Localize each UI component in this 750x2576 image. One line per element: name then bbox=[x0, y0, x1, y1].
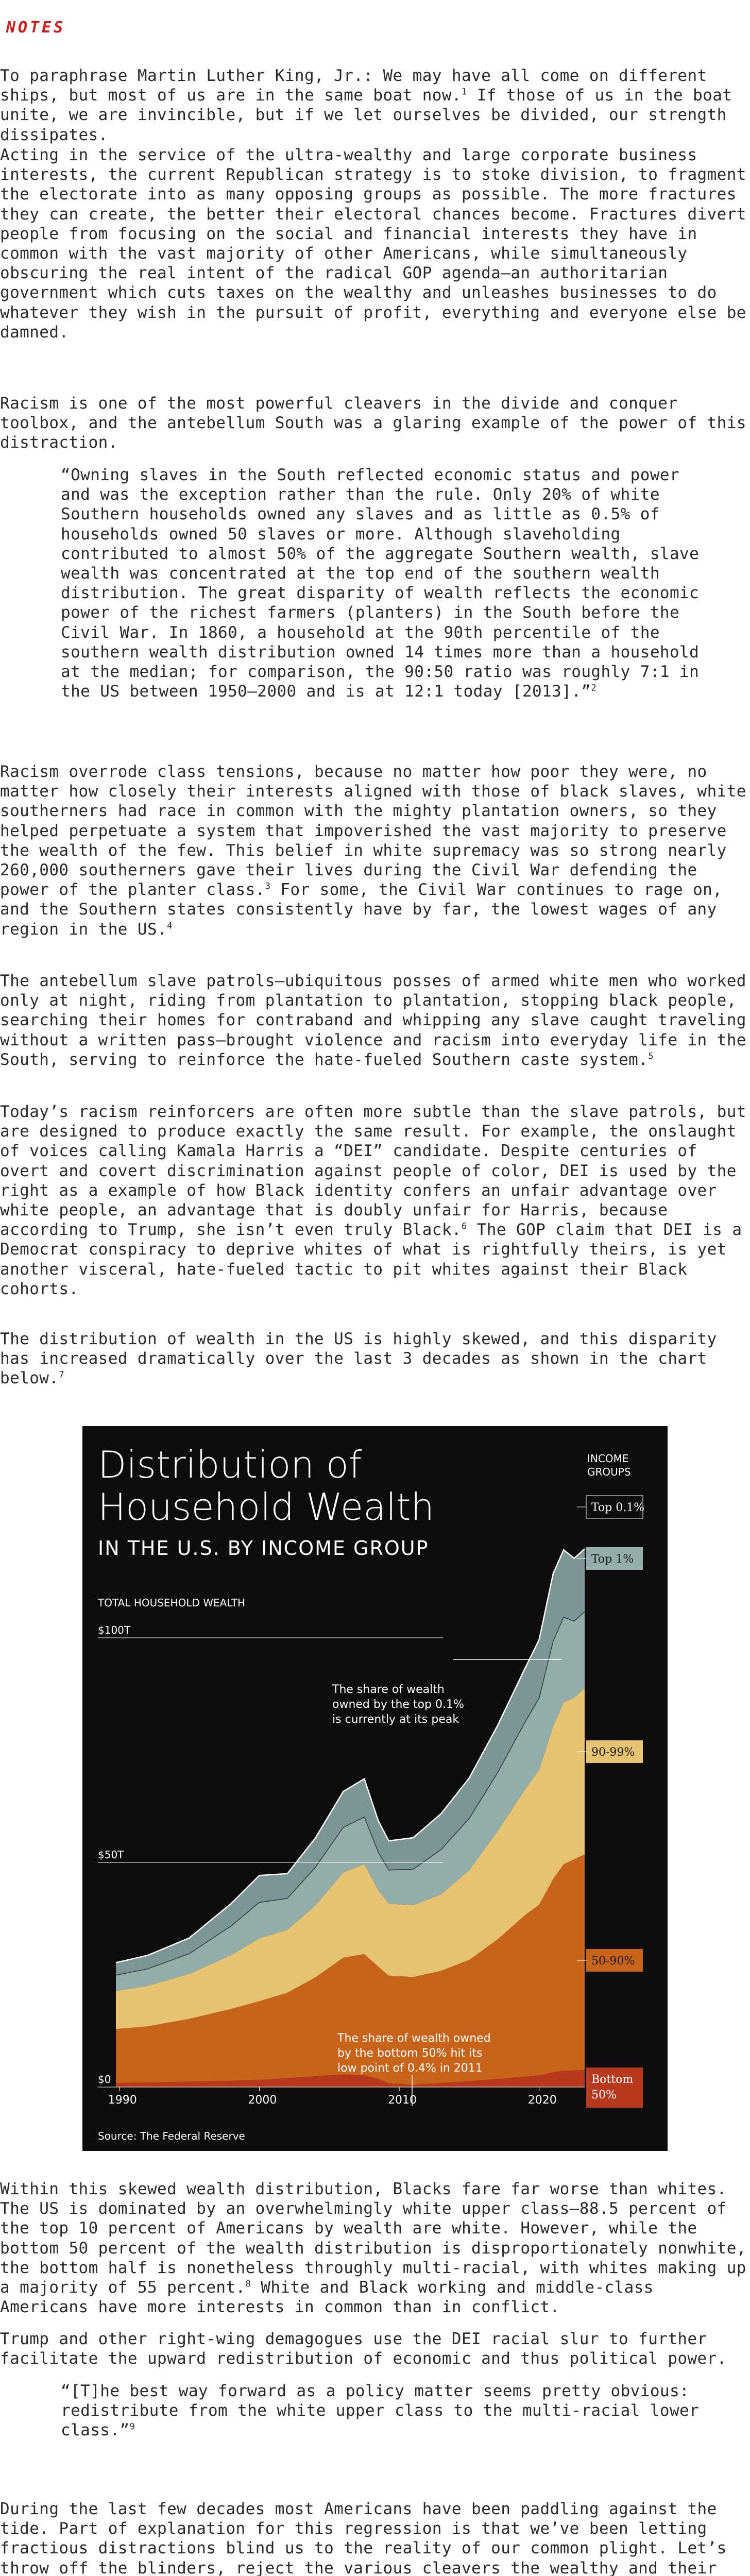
quote-text: “Owning slaves in the South reflected economic status and power and was the exception rather than the rule. Only 20% of white Southern households owned any slaves and as little as 0.5% of households owned 50 slaves or more. Although slaveholding contributed to almost 50% of the aggregate Southern wealth, slave wealth was concentrated at the top end of the southern wealth distribution. The great disparity of wealth reflects the economic power of the richest farmers (planters) in the South before the Civil War. In 1860, a household at the 90th percentile of the southern wealth distribution owned 14 times more than a household at the median; for comparison, the 90:50 ratio was roughly 7:1 in the US between 1950–2000 and is at 12:1 today [2013].” bbox=[61, 466, 700, 701]
x-tick-label: 2020 bbox=[527, 2094, 557, 2107]
legend-label-1: Top 1% bbox=[591, 1553, 634, 1566]
chart-ylabel: TOTAL HOUSEHOLD WEALTH bbox=[98, 1597, 245, 1609]
footnote-ref[interactable]: 2 bbox=[591, 683, 597, 693]
para-tail: White and Black working and middle-class Americans have more interests in common than in conflict. bbox=[0, 2278, 654, 2317]
annotation-bottom-line2: by the bottom 50% hit its bbox=[337, 2047, 483, 2060]
annotation-bottom-line3: low point of 0.4% in 2011 bbox=[337, 2062, 483, 2075]
paragraph-class-tensions bbox=[0, 762, 747, 939]
paragraph-slave-patrols bbox=[0, 971, 747, 1070]
wealth-distribution-chart bbox=[82, 1426, 668, 2151]
legend-label-3: 50-90% bbox=[591, 1955, 635, 1968]
footnote-ref[interactable]: 9 bbox=[129, 2422, 135, 2433]
legend-label-0: Top 0.1% bbox=[591, 1501, 645, 1514]
y-tick-label: $0 bbox=[98, 2073, 111, 2086]
legend-title: INCOME bbox=[587, 1452, 629, 1465]
y-tick-label: $100T bbox=[98, 1624, 131, 1636]
para-text: Trump and other right-wing demagogues use the DEI racial slur to further facilitate the upward redistribution of economic and thus political power. bbox=[0, 2330, 727, 2368]
footnote-ref[interactable]: 4 bbox=[167, 921, 173, 931]
para-text: To paraphrase Martin Luther King, Jr.: We may have all come on different ships, but most of us are in the same boat now. bbox=[0, 66, 707, 105]
legend-label-4: Bottom bbox=[591, 2073, 634, 2086]
para-text: During the last few decades most Americans have been paddling against the tide. Part of explanation for this regression is that we’ve been letting fractious distractions blind us to the reality of our common plight. Let’s throw off the blinders, reject the various cleavers the wealthy and their bbox=[0, 2500, 727, 2576]
para-text: Racism is one of the most powerful cleavers in the divide and conquer toolbox, and the antebellum South was a glaring example of the power of this distraction. bbox=[0, 394, 746, 452]
annotation-top-line3: is currently at its peak bbox=[332, 1713, 459, 1726]
x-tick-label: 2000 bbox=[248, 2094, 277, 2107]
paragraph-racism-cleaver bbox=[0, 394, 747, 453]
annotation-bottom-line1: The share of wealth owned bbox=[337, 2032, 491, 2045]
x-tick-label: 2010 bbox=[388, 2094, 417, 2107]
footnote-ref[interactable]: 3 bbox=[265, 881, 271, 892]
para-text: Within this skewed wealth distribution, Blacks fare far worse than whites. The US is dominated by an overwhelmingly white upper class—88.5 percent of the top 10 percent of Americans by wealth are white. However, while the bottom 50 percent of the wealth distribution is disproportionately nonwhite, the bottom half is nonetheless throughly multi-racial, with whites making up a majority of 55 percent. bbox=[0, 2180, 746, 2297]
para-tail: If those of us in the boat unite, we are invincible, but if we let ourselves be divided, our strength dissipates. bbox=[0, 86, 732, 144]
legend-label-5: 50% bbox=[591, 2089, 617, 2102]
chart-title-line2: Household Wealth bbox=[98, 1485, 435, 1529]
paragraph-wealth-distribution bbox=[0, 1329, 747, 1388]
para-text: Acting in the service of the ultra-wealthy and large corporate business interests, the current Republican strategy is to stoke division, to fragment the electorate into as many opposing groups as possible. The more fractures they can create, the better their electoral chances become. Fractures divert people from focusing on the social and financial interests they have in common with the vast majority of other Americans, while simultaneously obscuring the real intent of the radical GOP agenda–an authoritarian government which cuts taxes on the wealthy and unleashes businesses to do whatever they wish in the pursuit of profit, everything and everyone else be damned. bbox=[0, 146, 746, 342]
footnote-ref[interactable]: 7 bbox=[59, 1370, 65, 1381]
legend-label-2: 90-99% bbox=[591, 1746, 635, 1759]
paragraph-conclusion bbox=[0, 2499, 747, 2576]
paragraph-blacks-fare-worse bbox=[0, 2179, 747, 2317]
annotation-top-line2: owned by the top 0.1% bbox=[332, 1698, 464, 1711]
chart-subtitle: IN THE U.S. BY INCOME GROUP bbox=[98, 1537, 429, 1560]
para-text: Today’s racism reinforcers are often more subtle than the slave patrols, but are designed to produce exactly the same result. For example, the onslaught of voices calling Kamala Harris a “DEI” candidate. Despite centuries of overt and covert discrimination against people of color, DEI is used by the right as a example of how Black identity confers an unfair advantage over white people, an advantage that is doubly unfair for Harris, because according to Trump, she isn’t even truly Black. bbox=[0, 1103, 746, 1240]
para-tail: For some, the Civil War continues to rage on, and the Southern states consistently have by far, the lowest wages of any region in the US. bbox=[0, 880, 723, 939]
para-text: The distribution of wealth in the US is highly skewed, and this disparity has increased dramatically over the last 3 decades as shown in the chart below. bbox=[0, 1330, 717, 1388]
x-tick-label: 1990 bbox=[108, 2094, 137, 2107]
para-text: Racism overrode class tensions, because no matter how poor they were, no matter how closely their interests aligned with those of black slaves, white southerners had race in common with the mighty plantation owners, so they helped perpetuate a system that impoverished the vast majority to preserve the wealth of the few. This belief in white supremacy was so strong nearly 260,000 southerners gave their lives during the Civil War defending the power of the planter class. bbox=[0, 762, 746, 900]
chart-title-line1: Distribution of bbox=[98, 1443, 362, 1486]
paragraph-mlk bbox=[0, 66, 747, 145]
footnote-ref[interactable]: 8 bbox=[245, 2279, 251, 2290]
paragraph-republican-strategy bbox=[0, 145, 747, 342]
para-text: The antebellum slave patrols–ubiquitous posses of armed white men who worked only at night, riding from plantation to plantation, stopping black people, searching their homes for contraband and whipping any slave caught traveling without a written pass–brought violence and racism into everyday life in the South, serving to reinforce the hate-fueled Southern caste system. bbox=[0, 972, 746, 1069]
chart-source: Source: The Federal Reserve bbox=[98, 2130, 245, 2142]
y-tick-label: $50T bbox=[98, 1849, 124, 1861]
paragraph-dei bbox=[0, 1102, 747, 1299]
chart-canvas bbox=[82, 1426, 668, 2151]
footnote-ref[interactable]: 6 bbox=[462, 1221, 467, 1232]
footnote-ref[interactable]: 1 bbox=[462, 87, 467, 97]
annotation-top-line1: The share of wealth bbox=[332, 1683, 445, 1696]
para-tail: The GOP claim that DEI is a Democrat conspiracy to deprive whites of what is rightfully theirs, is yet another visceral, hate-fueled tactic to pit whites against their Black cohorts. bbox=[0, 1221, 742, 1298]
notes-heading: NOTES bbox=[6, 19, 66, 37]
legend-title-2: GROUPS bbox=[587, 1466, 631, 1478]
blockquote-redistribute bbox=[61, 2381, 705, 2441]
paragraph-dei-slur bbox=[0, 2329, 747, 2368]
blockquote-slavery-wealth bbox=[61, 465, 705, 701]
footnote-ref[interactable]: 5 bbox=[648, 1051, 654, 1062]
quote-text: “[T]he best way forward as a policy matter seems pretty obvious: redistribute from the white upper class to the multi-racial lower class.” bbox=[61, 2382, 700, 2440]
